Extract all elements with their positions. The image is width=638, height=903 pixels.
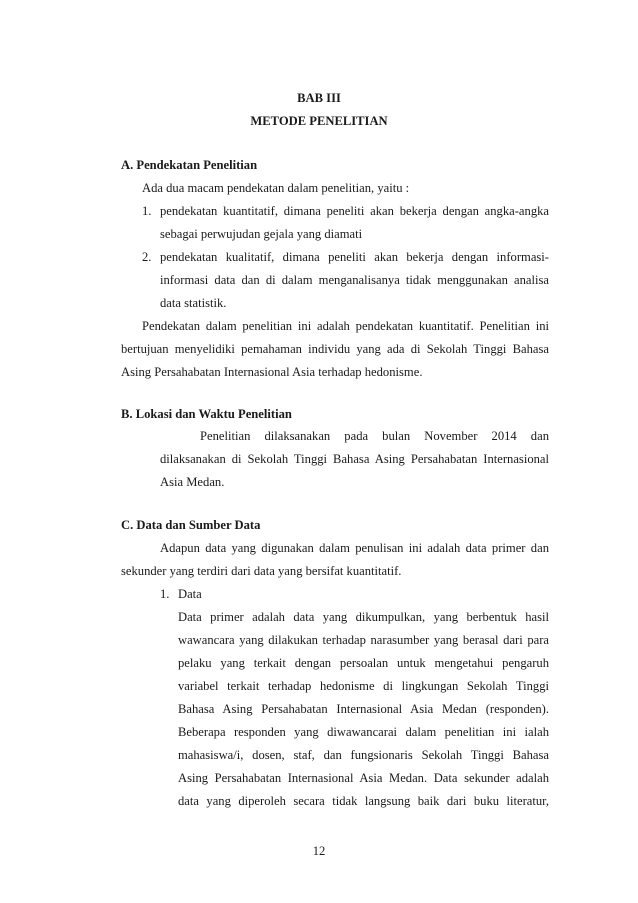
paragraph-line: Beberapa responden yang diwawancarai dalam penelitian ini ialah bbox=[178, 725, 549, 739]
section-c-heading: C. Data dan Sumber Data bbox=[121, 518, 261, 532]
paragraph-line: Data primer adalah data yang dikumpulkan, yang berbentuk hasil bbox=[178, 610, 549, 624]
list-item-text: data statistik. bbox=[160, 296, 227, 310]
paragraph-line: dilaksanakan di Sekolah Tinggi Bahasa Asing Persahabatan Internasional bbox=[160, 452, 549, 466]
paragraph-line: wawancara yang dilakukan terhadap narasumber yang berasal dari para bbox=[178, 633, 549, 647]
list-number: 1. bbox=[160, 587, 170, 601]
paragraph-line: Penelitian dilaksanakan pada bulan November 2014 dan bbox=[200, 429, 549, 443]
list-item-text: pendekatan kualitatif, dimana peneliti akan bekerja dengan informasi- bbox=[160, 250, 549, 264]
paragraph-line: Bahasa Asing Persahabatan Internasional Asia Medan (responden). bbox=[178, 702, 549, 716]
paragraph-line: mahasiswa/i, dosen, staf, dan fungsionaris Sekolah Tinggi Bahasa bbox=[178, 748, 549, 762]
list-item-label: Data bbox=[178, 587, 202, 601]
section-b-heading: B. Lokasi dan Waktu Penelitian bbox=[121, 407, 292, 421]
paragraph-line: Asing Persahabatan Internasional Asia Medan. Data sekunder adalah bbox=[178, 771, 549, 785]
chapter-label: BAB III bbox=[297, 91, 341, 105]
paragraph-line: Asia Medan. bbox=[160, 475, 225, 489]
list-number: 1. bbox=[142, 204, 152, 218]
list-item-text: pendekatan kuantitatif, dimana peneliti akan bekerja dengan angka-angka bbox=[160, 204, 549, 218]
list-item-text: informasi data dan di dalam menganalisanya tidak menggunakan analisa bbox=[160, 273, 549, 287]
chapter-title: METODE PENELITIAN bbox=[250, 114, 388, 128]
paragraph-line: Pendekatan dalam penelitian ini adalah pendekatan kuantitatif. Penelitian ini bbox=[142, 319, 549, 333]
section-a-heading: A. Pendekatan Penelitian bbox=[121, 158, 258, 172]
paragraph-line: pelaku yang terkait dengan persoalan untuk mengetahui pengaruh bbox=[178, 656, 549, 670]
paragraph-line: sekunder yang terdiri dari data yang bersifat kuantitatif. bbox=[121, 564, 402, 578]
paragraph-line: data yang diperoleh secara tidak langsung baik dari buku literatur, bbox=[178, 794, 549, 808]
list-number: 2. bbox=[142, 250, 152, 264]
paragraph-line: Asing Persahabatan Internasional Asia terhadap hedonisme. bbox=[121, 365, 423, 379]
page-number: 12 bbox=[312, 844, 326, 858]
paragraph-line: variabel terkait terhadap hedonisme di lingkungan Sekolah Tinggi bbox=[178, 679, 549, 693]
paragraph-line: Adapun data yang digunakan dalam penulisan ini adalah data primer dan bbox=[160, 541, 549, 555]
section-a-intro: Ada dua macam pendekatan dalam penelitian, yaitu : bbox=[142, 181, 410, 195]
paragraph-line: bertujuan menyelidiki pemahaman individu yang ada di Sekolah Tinggi Bahasa bbox=[121, 342, 549, 356]
list-item-text: sebagai perwujudan gejala yang diamati bbox=[160, 227, 363, 241]
